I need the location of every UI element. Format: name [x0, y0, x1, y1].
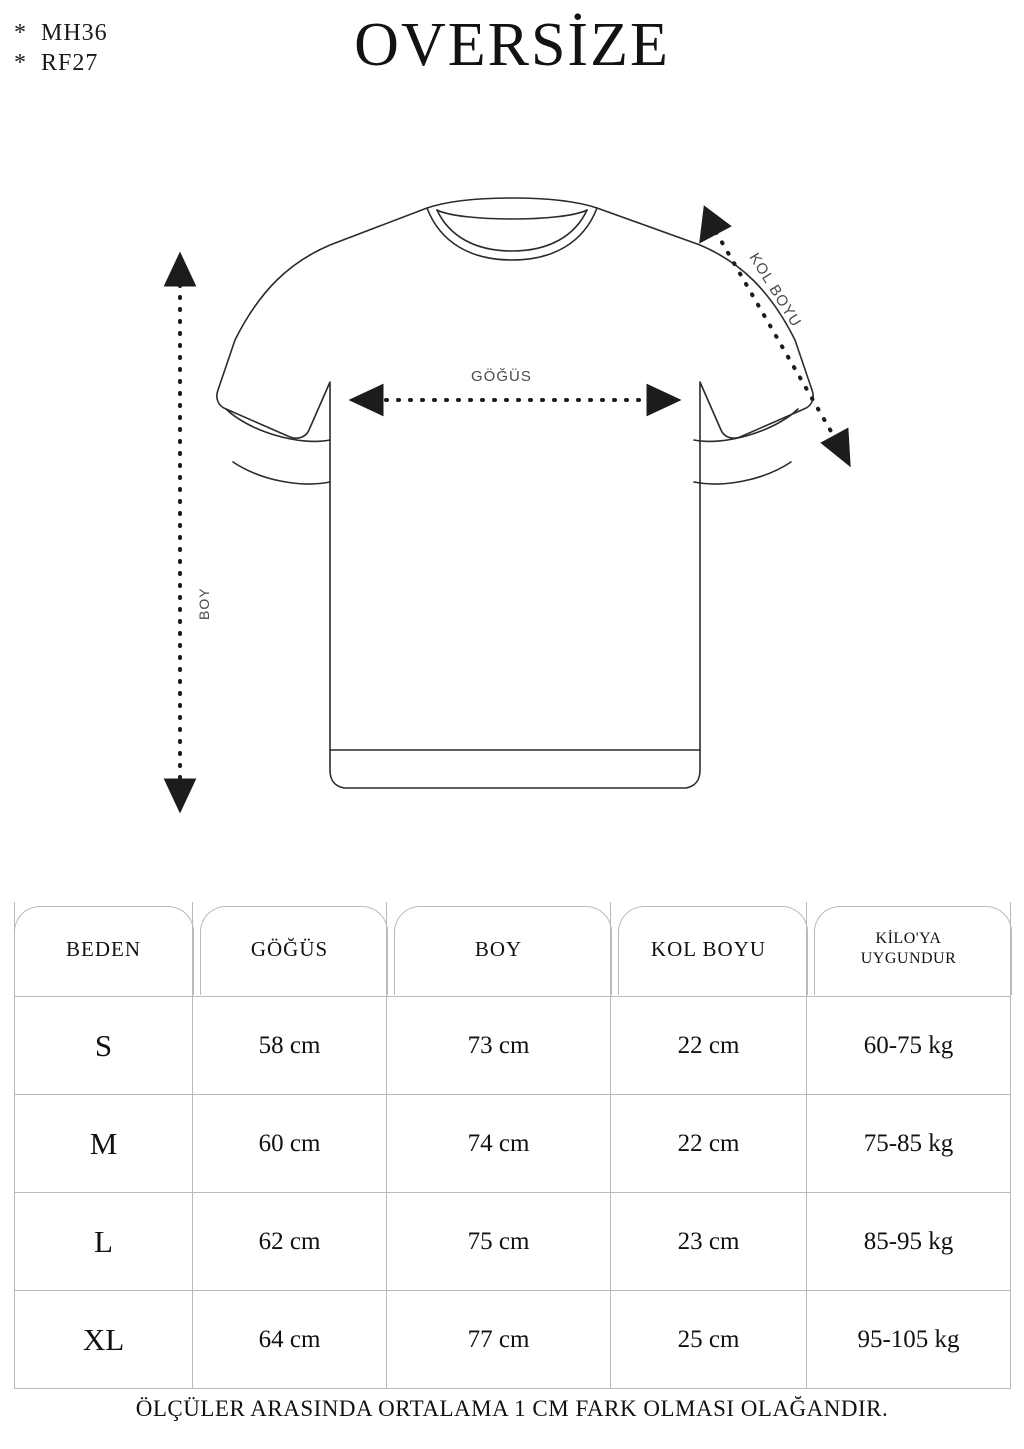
table-row [15, 1095, 1011, 1193]
table-row [15, 1291, 1011, 1389]
cell-chest: 64 cm [193, 1291, 387, 1389]
cell-weight: 95-105 kg [807, 1291, 1011, 1389]
column-header-weight-line1: KİLO'YA [875, 930, 942, 947]
cell-sleeve: 22 cm [611, 1095, 807, 1193]
cell-weight: 85-95 kg [807, 1193, 1011, 1291]
chest-label: GÖĞÜS [471, 368, 532, 385]
table-row [15, 1193, 1011, 1291]
column-header-length: BOY [387, 902, 611, 997]
cell-size: XL [15, 1291, 193, 1389]
column-header-sleeve: KOL BOYU [611, 902, 807, 997]
page-title: OVERSİZE [354, 11, 670, 79]
tshirt-svg [0, 150, 1024, 890]
cell-chest: 60 cm [193, 1095, 387, 1193]
column-header-size: BEDEN [15, 902, 193, 997]
cell-length: 77 cm [387, 1291, 611, 1389]
table-row [15, 997, 1011, 1095]
product-code-2: * RF27 [14, 50, 99, 76]
cell-chest: 62 cm [193, 1193, 387, 1291]
cell-sleeve: 25 cm [611, 1291, 807, 1389]
tshirt-diagram [0, 150, 1024, 890]
footnote: ÖLÇÜLER ARASINDA ORTALAMA 1 CM FARK OLMASI OLAĞANDIR. [135, 1396, 889, 1421]
cell-chest: 58 cm [193, 997, 387, 1095]
cell-length: 73 cm [387, 997, 611, 1095]
cell-sleeve: 22 cm [611, 997, 807, 1095]
cell-size: S [15, 997, 193, 1095]
cell-weight: 75-85 kg [807, 1095, 1011, 1193]
cell-length: 75 cm [387, 1193, 611, 1291]
length-label: BOY [196, 587, 212, 620]
cell-size: M [15, 1095, 193, 1193]
cell-length: 74 cm [387, 1095, 611, 1193]
column-header-chest: GÖĞÜS [193, 902, 387, 997]
table-header-row [15, 902, 1011, 997]
cell-sleeve: 23 cm [611, 1193, 807, 1291]
size-table-wrapper [14, 902, 1010, 1389]
size-table [14, 902, 1011, 1389]
cell-weight: 60-75 kg [807, 997, 1011, 1095]
column-header-weight [807, 902, 1011, 997]
product-code-1: * MH36 [14, 20, 108, 46]
column-header-weight-line2: UYGUNDUR [860, 950, 957, 967]
sleeve-label: KOL BOYU [745, 250, 805, 331]
cell-size: L [15, 1193, 193, 1291]
